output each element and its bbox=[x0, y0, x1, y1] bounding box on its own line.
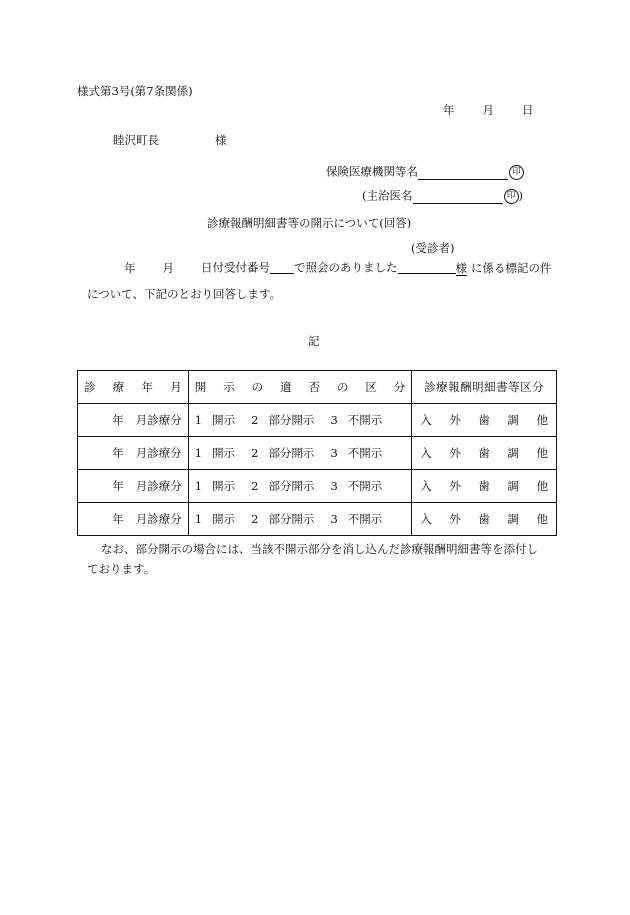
row-category: 入 bbox=[420, 479, 432, 493]
row-category: 入 bbox=[420, 446, 432, 460]
row-option: 3 bbox=[330, 512, 338, 526]
row-option: 開示 bbox=[212, 413, 236, 427]
row-category-cell bbox=[412, 437, 557, 470]
row-option: 1 bbox=[194, 446, 203, 460]
row-date-year: 年 bbox=[112, 512, 124, 526]
header-char: 月 bbox=[170, 380, 182, 394]
header-date bbox=[78, 371, 189, 404]
row-date-year: 年 bbox=[112, 479, 124, 493]
row-category: 歯 bbox=[478, 512, 490, 526]
date-day: 日 bbox=[522, 103, 534, 117]
row-option: 3 bbox=[330, 479, 338, 493]
header-char: 区 bbox=[365, 380, 377, 394]
row-category: 他 bbox=[536, 512, 548, 526]
row-option: 開示 bbox=[212, 446, 236, 460]
body-line-1 bbox=[124, 261, 552, 274]
row-date-year: 年 bbox=[112, 413, 124, 427]
row-category: 外 bbox=[449, 446, 461, 460]
row-option: 2 bbox=[251, 512, 259, 526]
row-category: 外 bbox=[449, 479, 461, 493]
table-row bbox=[78, 404, 557, 437]
institution-blank bbox=[418, 167, 508, 180]
row-option: 開示 bbox=[212, 479, 236, 493]
row-option: 不開示 bbox=[347, 446, 383, 460]
row-category-cell bbox=[412, 404, 557, 437]
body-year: 年 bbox=[124, 260, 136, 275]
row-category-cell bbox=[412, 503, 557, 536]
row-category: 調 bbox=[507, 512, 519, 526]
doctor-line bbox=[362, 189, 523, 204]
header-disclosure bbox=[188, 371, 412, 404]
row-option: 部分開示 bbox=[268, 446, 315, 460]
row-disclosure-cell bbox=[188, 437, 412, 470]
row-category: 他 bbox=[536, 413, 548, 427]
response-table bbox=[77, 370, 557, 536]
row-option: 不開示 bbox=[347, 413, 383, 427]
number-blank bbox=[270, 261, 294, 274]
header-category bbox=[412, 371, 557, 404]
date-year: 年 bbox=[443, 103, 455, 117]
row-category: 歯 bbox=[478, 446, 490, 460]
body-sama: 様 bbox=[455, 260, 467, 275]
row-option: 部分開示 bbox=[268, 479, 315, 493]
row-option: 2 bbox=[251, 446, 259, 460]
row-date-cell bbox=[78, 437, 189, 470]
seal-mark: 印 bbox=[504, 189, 519, 204]
row-category: 外 bbox=[449, 512, 461, 526]
institution-line bbox=[326, 165, 524, 180]
row-category: 入 bbox=[420, 413, 432, 427]
patient-label: (受診者) bbox=[411, 241, 455, 255]
row-date-cell bbox=[78, 503, 189, 536]
row-category: 調 bbox=[507, 413, 519, 427]
row-category: 調 bbox=[507, 479, 519, 493]
header-char: 診 bbox=[84, 380, 96, 394]
row-option: 1 bbox=[194, 479, 203, 493]
header-char: 適 bbox=[280, 380, 292, 394]
row-category: 歯 bbox=[478, 413, 490, 427]
row-disclosure-cell bbox=[188, 503, 412, 536]
row-date-cell bbox=[78, 404, 189, 437]
row-option: 不開示 bbox=[347, 479, 383, 493]
row-date-year: 年 bbox=[112, 446, 124, 460]
header-char: 年 bbox=[141, 380, 153, 394]
ki-heading: 記 bbox=[308, 334, 320, 348]
seal-mark: 印 bbox=[509, 165, 524, 180]
header-char: 開 bbox=[194, 380, 207, 394]
doctor-close-paren: ) bbox=[518, 188, 523, 203]
body-accept-text: 日付受付番号 bbox=[201, 260, 270, 275]
header-category-text: 診療報酬明細書等区分 bbox=[424, 380, 545, 394]
row-disclosure-cell bbox=[188, 404, 412, 437]
row-option: 2 bbox=[251, 479, 259, 493]
doctor-label: 主治医名 bbox=[366, 188, 413, 203]
row-option: 部分開示 bbox=[268, 413, 315, 427]
table-header-row bbox=[78, 371, 557, 404]
row-date-rest: 月診療分 bbox=[135, 512, 182, 526]
header-char: 否 bbox=[308, 380, 320, 394]
body-inquiry-text: で照会のありました bbox=[294, 260, 398, 275]
addressee-name: 睦沢町長 bbox=[113, 133, 159, 147]
row-category: 外 bbox=[449, 413, 461, 427]
footer-line-2: ております。 bbox=[87, 562, 156, 576]
addressee bbox=[113, 135, 227, 147]
body-month: 月 bbox=[162, 260, 174, 275]
row-category: 他 bbox=[536, 479, 548, 493]
row-date-rest: 月診療分 bbox=[135, 479, 182, 493]
row-category: 入 bbox=[420, 512, 432, 526]
body-line-2: について、下記のとおり回答します。 bbox=[87, 287, 282, 301]
row-date-rest: 月診療分 bbox=[135, 446, 182, 460]
row-date-cell bbox=[78, 470, 189, 503]
row-category: 調 bbox=[507, 446, 519, 460]
document-title: 診療報酬明細書等の開示について(回答) bbox=[207, 216, 412, 230]
footer-line-1: なお、部分開示の場合には、当該不開示部分を消し込んだ診療報酬明細書等を添付し bbox=[101, 542, 538, 556]
row-option: 2 bbox=[251, 413, 259, 427]
row-option: 1 bbox=[194, 413, 203, 427]
table-row bbox=[78, 503, 557, 536]
header-char: 示 bbox=[223, 380, 235, 394]
form-number: 様式第3号(第7条関係) bbox=[77, 84, 193, 98]
header-char: の bbox=[336, 380, 349, 394]
row-option: 不開示 bbox=[347, 512, 383, 526]
row-category: 歯 bbox=[478, 479, 490, 493]
body-rest: に係る標記の件 bbox=[471, 260, 552, 275]
table-row bbox=[78, 437, 557, 470]
date-line bbox=[443, 105, 534, 117]
row-option: 3 bbox=[330, 413, 338, 427]
row-disclosure-cell bbox=[188, 470, 412, 503]
row-category-cell bbox=[412, 470, 557, 503]
row-category: 他 bbox=[536, 446, 548, 460]
header-char: 療 bbox=[112, 380, 125, 394]
doctor-open-paren: ( bbox=[362, 188, 367, 203]
row-option: 3 bbox=[330, 446, 338, 460]
institution-label: 保険医療機関等名 bbox=[326, 164, 418, 179]
row-option: 開示 bbox=[212, 512, 236, 526]
date-month: 月 bbox=[482, 103, 494, 117]
table-row bbox=[78, 470, 557, 503]
row-option: 部分開示 bbox=[268, 512, 315, 526]
row-option: 1 bbox=[194, 512, 203, 526]
row-date-rest: 月診療分 bbox=[135, 413, 182, 427]
patient-blank bbox=[398, 261, 456, 274]
addressee-honorific: 様 bbox=[215, 133, 227, 147]
header-char: 分 bbox=[393, 380, 406, 394]
doctor-blank bbox=[413, 191, 503, 204]
header-char: の bbox=[251, 380, 264, 394]
